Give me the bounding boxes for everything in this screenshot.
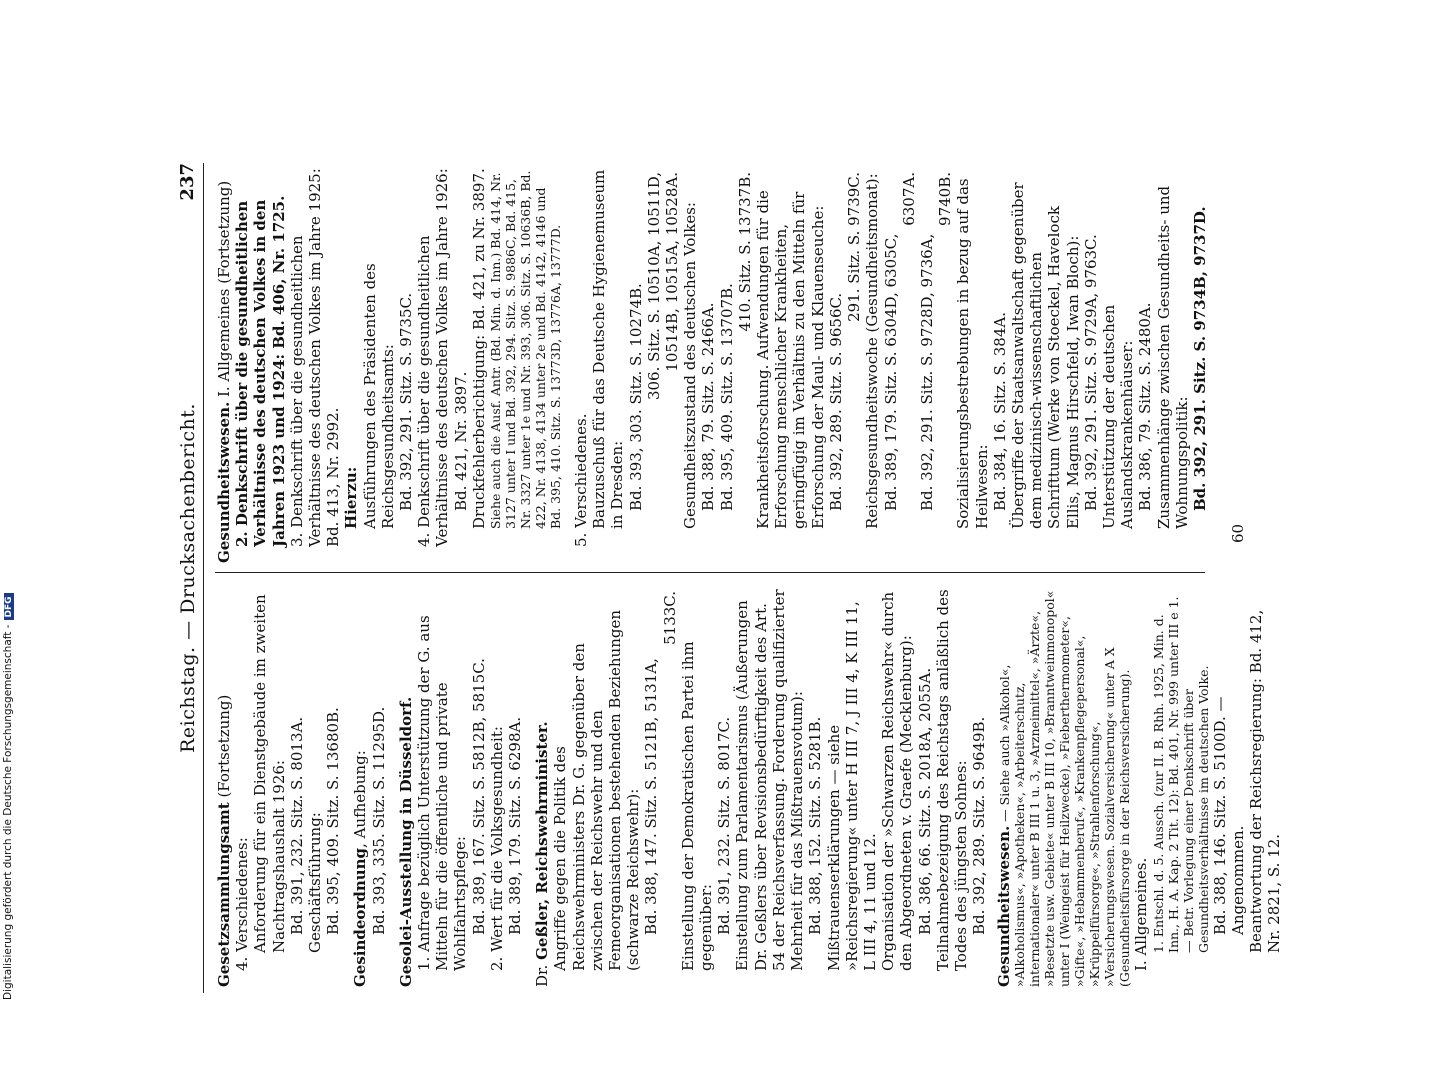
reference: Bd. 393, 335. Sitz. S. 11295D. [369, 706, 388, 935]
reference: Bd. 386, 66. Sitz. S. 2018A, 2055A. [915, 667, 934, 935]
rotated-page [167, 83, 1284, 1083]
list-item: Mißtrauenserklärungen — siehe »Reichsregierung« unter H III 7, J III 4, K III 11, L III 4, 11 und 12. [824, 601, 879, 971]
entry-gesetzsammlungsamt: Gesetzsammlungsamt (Fortsetzung) [215, 694, 233, 987]
list-item: Unterstützung der deutschen Auslandskrankenhäuser: [1099, 304, 1137, 529]
entry-gesundheitswesen: Gesundheitswesen. — Siehe auch »Alkohol«, »Alkoholismus«, »Apotheken«, »Arbeiterschutz, internationaler« unter B III 1 u. 3, »Arzneimittel«, »Ärzte«, »Besetzte usw. Gebiete« unter B III 10, »Branntweinmonopol« unter I (Weingeist für Heilzwecke), »Fieberthermometer«, »Gifte«, »Hebammenberuf«, »Krankenpflegepersonal«, »Krüppelfürsorge«, »Strahlenforschung«, »Versicherungswesen. Sozialversicherung« unter A X (Gesundheitsfürsorge in der Reichsversicherung). [995, 590, 1133, 987]
list-item: Geschäftsführung: [306, 812, 325, 953]
reference: Bd. 392, 291. Sitz. S. 9734B, 9737D. [1190, 206, 1209, 511]
reference: 410. Sitz. S. 13737B. [735, 172, 754, 332]
list-item: Hierzu: [342, 466, 361, 529]
list-item: Zusammenhänge zwischen Gesundheits- und Wohnungspolitik: [1154, 185, 1191, 529]
list-item: 2. Denkschrift über die gesundheitlichen Verhältnisse des deutschen Volkes in den Jahren 1923 und 1924: Bd. 406, Nr. 1725. [233, 195, 288, 547]
digitization-note: Digitalisierung gefördert durch die Deutsche Forschungsgemeinschaft -DFG [2, 0, 16, 1000]
reference: 9740B. [936, 172, 955, 226]
list-item: Sozialisierungsbestrebungen in bezug auf das Heilwesen: [954, 178, 991, 529]
list-item: Druckfehlerberichtigung: Bd. 421, zu Nr. 3897. [469, 168, 488, 529]
right-column [215, 168, 1209, 563]
list-item: 4. Verschiedenes: [233, 837, 252, 971]
list-item: 1. Anfrage bezüglich Unterstützung der G. aus Mitteln für die öffentliche und private Wohlfahrtspflege: [415, 615, 470, 971]
reference: Bd. 388, 147. Sitz. S. 5121B, 5131A, [642, 658, 661, 935]
reference: Bd. 389, 167. Sitz. S. 5812B, 5815C. [469, 658, 488, 935]
list-item: Angriffe gegen die Politik des Reichswehrministers Dr. G. gegenüber den zwischen der Reichswehr und den Femeorganisationen bestehenden Beziehungen (schwarze Reichswehr): [551, 609, 643, 971]
reference: Bd. 395, 409. Sitz. S. 13680B. [324, 707, 343, 935]
reference: Bd. 392, 289. Sitz. S. 9656C. [826, 292, 845, 511]
reference: Bd. 392, 289. Sitz. S. 9649B. [970, 716, 989, 935]
entry-gessler: Dr. Geßler, Reichswehrminister. [533, 721, 552, 987]
running-title: Reichstag. — Drucksachenbericht. [177, 403, 199, 753]
list-item: Gesundheitszustand des deutschen Volkes: [681, 202, 700, 529]
reference: Bd. 393, 303. Sitz. S. 10274B. [626, 283, 645, 511]
reference: Bd. 395, 409. Sitz. S. 13707B. [717, 283, 736, 511]
list-item: 3. Denkschrift über die gesundheitlichen Verhältnisse des deutschen Volkes im Jahre 1925: Bd. 413, Nr. 2992. [287, 168, 343, 547]
list-item: Teilnahmebezeigung des Reichstags anläßlich des Todes des jüngsten Sohnes: [933, 589, 970, 971]
entry-gesundheitswesen-cont: Gesundheitswesen. I. Allgemeines (Fortsetzung) [215, 180, 233, 563]
reference: Bd. 392, 291. Sitz. S. 9729A, 9763C. [1081, 234, 1100, 511]
reference: Bd. 384, 16. Sitz. S. 384A. [990, 312, 1009, 511]
list-item: Beantwortung der Reichsregierung: Bd. 412, Nr. 2821, S. 12. [1246, 609, 1284, 953]
reference: Bd. 388, 152. Sitz. S. 5281B. [806, 716, 825, 935]
reference: Bd. 392, 291. Sitz. S. 9728D, 9736A, [917, 233, 936, 511]
reference: Bd. 389, 179. Sitz. S. 6304D, 6305C, [881, 233, 900, 511]
dfg-logo: DFG [4, 593, 14, 620]
list-item: 5. Verschiedenes. [572, 413, 591, 547]
reference: 291. Sitz. S. 9739C. [845, 172, 864, 322]
reference: Bd. 386, 79. Sitz. S. 2480A. [1136, 302, 1155, 511]
reference: 306. Sitz. S. 10510A, 10511D, [644, 172, 663, 401]
section-heading: I. Allgemeines. [1132, 857, 1151, 971]
footer-number: 60 [1229, 523, 1247, 543]
list-item: Reichsgesundheitswoche (Gesundheitsmonat): [863, 173, 882, 529]
reference: 6307A. [899, 172, 918, 226]
reference: Bd. 389, 179. Sitz. S. 6298A. [506, 716, 525, 935]
list-item: Übergriffe der Staatsanwaltschaft gegenüber dem medizinisch-wissenschaftlichen Schrifttum (Werke von Stoeckel, Havelock Ellis, Magnus Hirschfeld, Iwan Bloch): [1008, 182, 1082, 529]
page-header [175, 163, 204, 993]
list-item: Siehe auch die Ausf. Antr. (Bd. Min. d. Inn.) Bd. 414, Nr. 3127 unter I und Bd. 392, 294. Sitz. S. 9886C, Bd. 415, Nr. 3327 unter 1e und Nr. 393, 306. Sitz. S. 10636B, Bd. 422, Nr. 4138, 4134 unter 2e und Bd. 4142, 4146 und Bd. 395, 410. Sitz. S. 13773D, 13776A, 13777D. [488, 170, 564, 529]
page-number: 237 [177, 163, 198, 201]
list-item: Krankheitsforschung. Aufwendungen für die Erforschung menschlicher Krankheiten, geringfügig im Verhältnis zu den Mitteln für Erforschung der Maul- und Klauenseuche: [754, 190, 827, 529]
list-item: Organisation der »Schwarzen Reichswehr« durch den Abgeordneten v. Graefe (Mecklenburg): [879, 591, 916, 971]
list-item: Anforderung für ein Dienstgebäude im zweiten Nachtragshaushalt 1926: [251, 594, 288, 953]
reference: Bd. 388, 79. Sitz. S. 2466A. [699, 302, 718, 511]
list-item: 4. Denkschrift über die gesundheitlichen Verhältnisse des deutschen Volkes im Jahre 1926: [415, 168, 452, 547]
left-column [215, 572, 1284, 987]
reference: Bd. 421, Nr. 3897. [451, 371, 470, 511]
list-item: 1. Entschl. d. 5. Aussch. (zur II. B. Rhh. 1925, Min. d. Inn., H. A. Kap. 2 Tit. 12): Bd. 401, Nr. 999 unter III e 1. — Betr. Vorlegung einer Denkschrift über Gesundheitsverhältnisse im deutschen Volke. [1150, 596, 1211, 953]
entry-gesindeordnung: Gesindeordnung, Aufhebung: [351, 750, 370, 987]
reference: 5133C. [660, 591, 679, 645]
reference: 10514B, 10515A, 10528A. [663, 172, 682, 372]
reference: Bd. 391, 232. Sitz. S. 8013A. [287, 716, 306, 935]
entry-gesolei: Gesolei-Ausstellung in Düsseldorf. [396, 696, 415, 987]
reference: Bd. 392, 291. Sitz. S. 9735C. [397, 292, 416, 511]
list-item: Einstellung der Demokratischen Partei ihm gegenüber: [678, 641, 716, 971]
list-item: Einstellung zum Parlamentarismus (Äußerungen Dr. Geßlers über Revisionsbedürftigkeit des Art. 54 der Reichsverfassung. Forderung qualifizierter Mehrheit für das Mißtrauensvotum): [733, 589, 807, 971]
reference: Bd. 388, 146. Sitz. S. 5100D. — Angenommen. [1210, 696, 1247, 935]
list-item: 2. Wert für die Volksgesundheit: [487, 726, 506, 971]
list-item: Ausführungen des Präsidenten des Reichsgesundheitsamts: [360, 263, 397, 529]
reference: Bd. 391, 232. Sitz. S. 8017C. [715, 716, 734, 935]
list-item: Bauzuschuß für das Deutsche Hygienemuseum in Dresden: [590, 169, 627, 529]
